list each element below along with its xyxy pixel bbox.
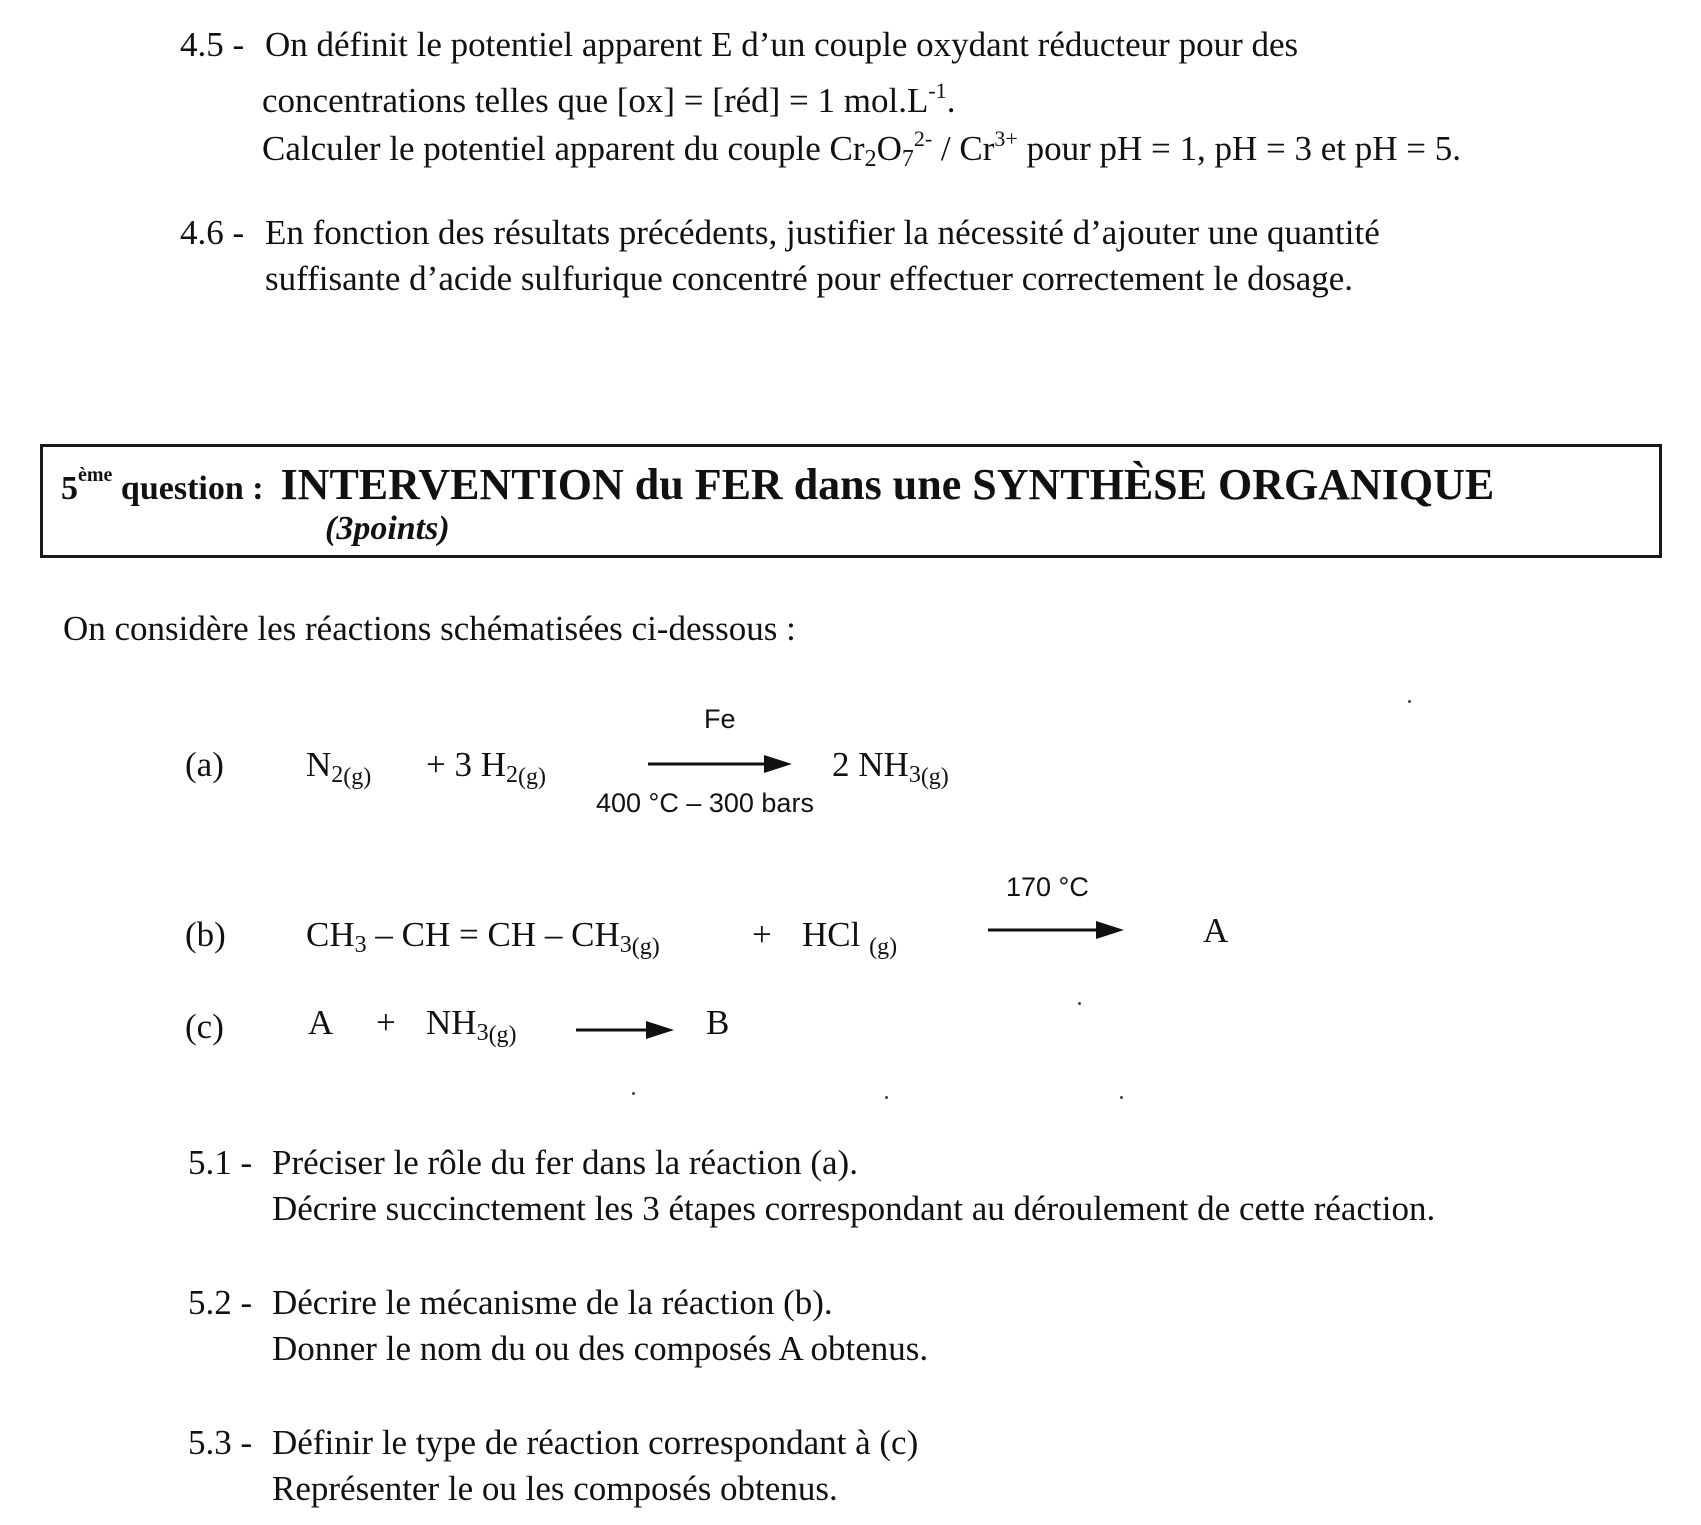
reaction-a-product: 2 $NH_{3(g)}$	[832, 745, 949, 790]
q45-line1: On définit le potentiel apparent E d’un couple oxydant réducteur pour des	[265, 25, 1299, 64]
q51-number: 5.1 -	[188, 1143, 253, 1182]
q46-number: 4.6 -	[180, 213, 245, 252]
reaction-c-product: B	[706, 1003, 730, 1042]
reaction-a-label: (a)	[185, 745, 224, 784]
q46-line2: suffisante d’acide sulfurique concentré pour effectuer correctement le dosage.	[265, 259, 1354, 298]
reaction-b-arrow	[988, 918, 1124, 942]
reaction-b-label: (b)	[185, 915, 226, 954]
question-title: 5ème question : INTERVENTION du FER dans une SYNTHÈSE ORGANIQUE	[61, 460, 1495, 509]
reaction-a-catalyst: Fe	[704, 704, 736, 734]
q45-number: 4.5 -	[180, 25, 245, 64]
question-header-box	[40, 444, 1662, 558]
q46-line1: En fonction des résultats précédents, justifier la nécessité d’ajouter une quantité	[265, 213, 1380, 252]
reaction-c-reactant1: A	[308, 1003, 334, 1042]
reaction-b-plus: +	[752, 915, 772, 954]
reaction-c-label: (c)	[185, 1007, 224, 1046]
question-points: (3points)	[325, 510, 450, 547]
q51-line1: Préciser le rôle du fer dans la réaction (a).	[272, 1143, 858, 1182]
q53-line2: Représenter le ou les composés obtenus.	[272, 1469, 838, 1508]
reaction-a-reactant1: $N_{2(g)}$	[306, 745, 372, 790]
scan-speck	[632, 1092, 635, 1095]
reaction-b-temperature: 170 °C	[1006, 872, 1089, 902]
reaction-b-reactant2: HCl $_{(g)}$	[802, 915, 898, 960]
reaction-a-reactant2: + 3 $H_{2(g)}$	[426, 745, 546, 790]
scan-speck	[1078, 1002, 1081, 1005]
scan-speck	[1408, 700, 1411, 703]
intro-text: On considère les réactions schématisées ci-dessous :	[63, 609, 796, 648]
reaction-c-reactant2: $NH_{3(g)}$	[426, 1003, 517, 1048]
q52-line1: Décrire le mécanisme de la réaction (b).	[272, 1283, 833, 1322]
scan-speck	[885, 1096, 888, 1099]
q45-line2: concentrations telles que [ox] = [réd] = 1 $mol.L^{-1}$.	[262, 78, 956, 120]
q52-line2: Donner le nom du ou des composés A obtenus.	[272, 1329, 929, 1368]
reaction-a-arrow	[648, 752, 792, 776]
q51-line2: Décrire succinctement les 3 étapes correspondant au déroulement de cette réaction.	[272, 1189, 1436, 1228]
reaction-c-arrow	[576, 1018, 674, 1042]
reaction-b-product: A	[1203, 911, 1229, 950]
q52-number: 5.2 -	[188, 1283, 253, 1322]
q45-line3: Calculer le potentiel apparent du couple $Cr_2O_7^{2-} / Cr^{3+}$ pour pH = 1, pH = 3 et pH = 5.	[262, 126, 1462, 172]
q53-line1: Définir le type de réaction correspondant à (c)	[272, 1423, 919, 1462]
reaction-a-conditions: 400 °C – 300 bars	[596, 788, 814, 818]
reaction-c-plus: +	[376, 1003, 396, 1042]
reaction-b-reactant1: $CH_3$ – CH = CH – $CH_{3(g)}$	[306, 915, 660, 960]
q53-number: 5.3 -	[188, 1423, 253, 1462]
scan-speck	[1120, 1096, 1123, 1099]
